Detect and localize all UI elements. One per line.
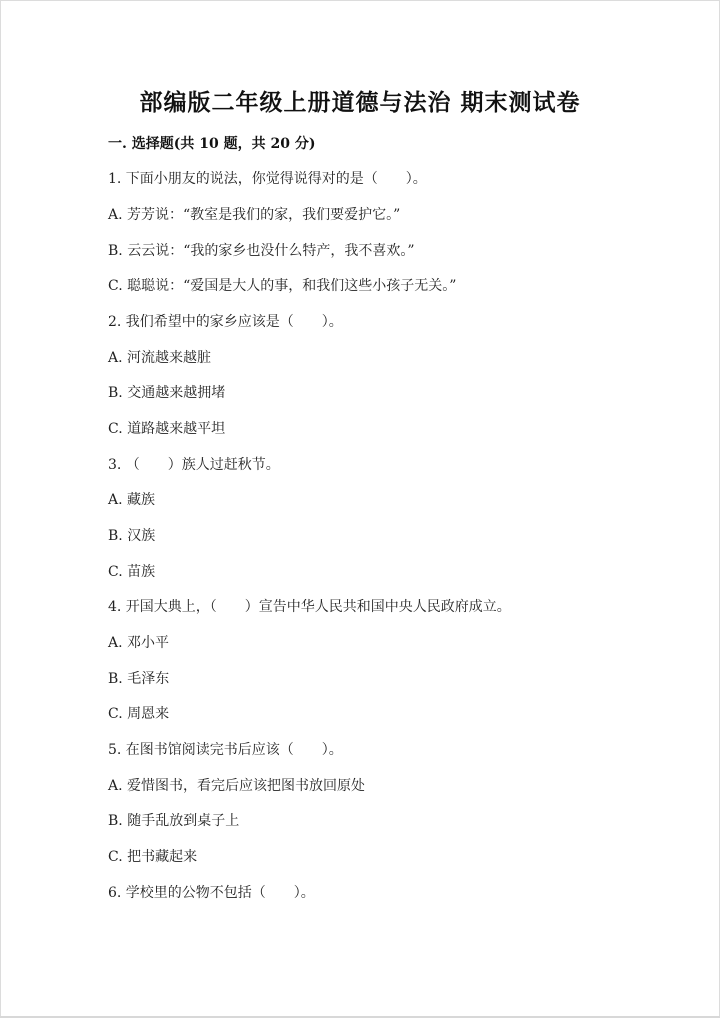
question-stem: 6. 学校里的公物不包括（ ）。 [108, 885, 315, 901]
answer-option: A. 芳芳说：“教室是我们的家，我们要爱护它。” [108, 207, 401, 223]
answer-option: B. 毛泽东 [108, 671, 170, 687]
answer-option: A. 邓小平 [108, 635, 170, 651]
question-stem: 1. 下面小朋友的说法，你觉得说得对的是（ ）。 [108, 171, 427, 187]
answer-option: C. 道路越来越平坦 [108, 421, 226, 437]
answer-option: C. 周恩来 [108, 706, 170, 722]
answer-option: A. 藏族 [108, 492, 156, 508]
answer-option: B. 云云说：“我的家乡也没什么特产，我不喜欢。” [108, 243, 415, 259]
answer-option: B. 交通越来越拥堵 [108, 385, 226, 401]
answer-option: A. 爱惜图书，看完后应该把图书放回原处 [108, 778, 366, 794]
answer-option: C. 聪聪说：“爱国是大人的事，和我们这些小孩子无关。” [108, 278, 457, 294]
answer-option: C. 苗族 [108, 564, 156, 580]
question-stem: 5. 在图书馆阅读完书后应该（ ）。 [108, 742, 343, 758]
question-stem: 4. 开国大典上，（ ）宣告中华人民共和国中央人民政府成立。 [108, 599, 511, 615]
answer-option: C. 把书藏起来 [108, 849, 198, 865]
answer-option: B. 汉族 [108, 528, 156, 544]
question-stem: 2. 我们希望中的家乡应该是（ ）。 [108, 314, 343, 330]
section-heading: 一. 选择题(共 10 题，共 20 分) [108, 136, 316, 152]
page-title: 部编版二年级上册道德与法治 期末测试卷 [139, 89, 581, 116]
question-stem: 3. （ ）族人过赶秋节。 [108, 457, 280, 473]
answer-option: A. 河流越来越脏 [108, 350, 212, 366]
answer-option: B. 随手乱放到桌子上 [108, 813, 240, 829]
